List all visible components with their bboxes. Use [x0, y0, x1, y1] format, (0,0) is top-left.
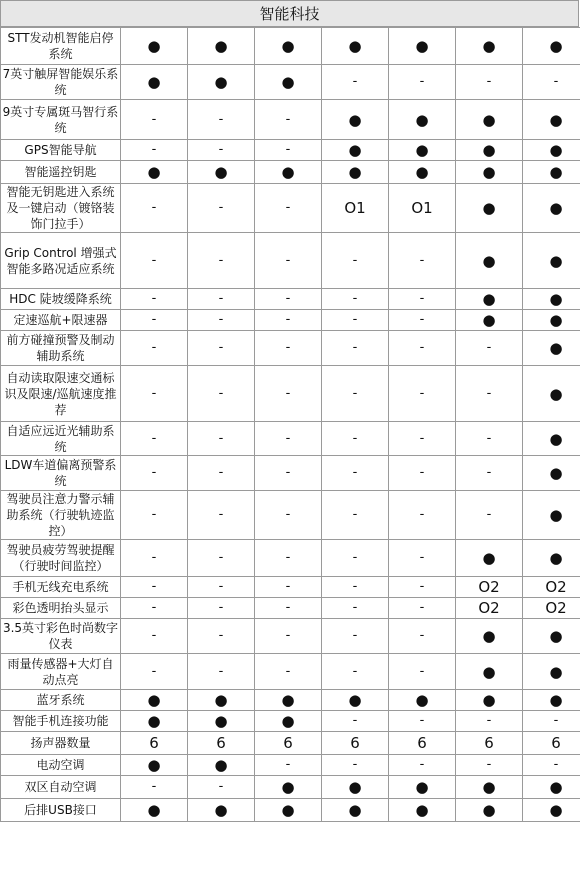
value-cell: ●: [523, 100, 580, 140]
value-cell: ●: [255, 28, 322, 65]
value-cell: -: [121, 184, 188, 233]
value-cell: -: [121, 422, 188, 456]
value-cell: 6: [121, 732, 188, 755]
value-cell: -: [456, 491, 523, 540]
value-cell: -: [389, 598, 456, 619]
value-cell: -: [322, 654, 389, 690]
value-cell: 6: [456, 732, 523, 755]
table-row: [1, 755, 580, 776]
value-cell: ●: [389, 799, 456, 822]
value-cell: -: [456, 366, 523, 422]
value-cell: -: [389, 366, 456, 422]
value-cell: ●: [523, 331, 580, 366]
value-cell: 6: [523, 732, 580, 755]
table-row: [1, 366, 580, 422]
value-cell: 6: [322, 732, 389, 755]
value-cell: -: [322, 456, 389, 491]
value-cell: ●: [255, 799, 322, 822]
value-cell: -: [389, 422, 456, 456]
table-row: [1, 310, 580, 331]
value-cell: ●: [456, 28, 523, 65]
value-cell: -: [523, 711, 580, 732]
value-cell: -: [255, 422, 322, 456]
value-cell: O2: [523, 598, 580, 619]
value-cell: ●: [523, 456, 580, 491]
value-cell: -: [389, 654, 456, 690]
value-cell: -: [121, 619, 188, 654]
value-cell: -: [255, 598, 322, 619]
value-cell: -: [121, 654, 188, 690]
value-cell: ●: [456, 690, 523, 711]
value-cell: -: [322, 711, 389, 732]
table-row: [1, 732, 580, 755]
value-cell: -: [322, 65, 389, 100]
value-cell: -: [188, 140, 255, 161]
value-cell: -: [322, 289, 389, 310]
value-cell: ●: [523, 619, 580, 654]
value-cell: ●: [121, 161, 188, 184]
value-cell: ●: [456, 161, 523, 184]
value-cell: ●: [456, 184, 523, 233]
value-cell: -: [389, 289, 456, 310]
value-cell: ●: [523, 422, 580, 456]
value-cell: -: [255, 619, 322, 654]
value-cell: -: [322, 366, 389, 422]
table-row: [1, 711, 580, 732]
value-cell: ●: [188, 711, 255, 732]
feature-label: 双区自动空调: [1, 776, 121, 799]
value-cell: -: [121, 540, 188, 577]
value-cell: -: [322, 540, 389, 577]
table-row: [1, 540, 580, 577]
value-cell: -: [255, 140, 322, 161]
section-title: 智能科技: [0, 0, 579, 27]
value-cell: ●: [188, 755, 255, 776]
value-cell: -: [322, 233, 389, 289]
value-cell: ●: [523, 540, 580, 577]
value-cell: -: [456, 65, 523, 100]
value-cell: ●: [121, 711, 188, 732]
feature-label: 智能手机连接功能: [1, 711, 121, 732]
value-cell: ●: [389, 776, 456, 799]
value-cell: ●: [389, 100, 456, 140]
feature-label: 彩色透明抬头显示: [1, 598, 121, 619]
value-cell: ●: [523, 366, 580, 422]
value-cell: -: [255, 331, 322, 366]
value-cell: O2: [456, 577, 523, 598]
feature-label: 驾驶员注意力警示辅助系统（行驶轨迹监控）: [1, 491, 121, 540]
feature-label: 3.5英寸彩色时尚数字仪表: [1, 619, 121, 654]
value-cell: -: [322, 331, 389, 366]
value-cell: -: [255, 577, 322, 598]
value-cell: -: [322, 422, 389, 456]
table-row: [1, 289, 580, 310]
value-cell: -: [456, 331, 523, 366]
table-row: [1, 577, 580, 598]
value-cell: ●: [255, 161, 322, 184]
value-cell: -: [389, 711, 456, 732]
value-cell: ●: [255, 65, 322, 100]
feature-label: 自适应远近光辅助系统: [1, 422, 121, 456]
table-row: [1, 619, 580, 654]
value-cell: -: [389, 233, 456, 289]
value-cell: ●: [121, 28, 188, 65]
value-cell: -: [188, 456, 255, 491]
value-cell: ●: [456, 289, 523, 310]
value-cell: ●: [456, 100, 523, 140]
feature-label: 定速巡航+限速器: [1, 310, 121, 331]
value-cell: -: [188, 619, 255, 654]
value-cell: -: [188, 184, 255, 233]
value-cell: ●: [456, 310, 523, 331]
value-cell: ●: [121, 755, 188, 776]
table-row: [1, 28, 580, 65]
value-cell: ●: [456, 540, 523, 577]
value-cell: -: [188, 310, 255, 331]
feature-label: 蓝牙系统: [1, 690, 121, 711]
feature-label: 7英寸触屏智能娱乐系统: [1, 65, 121, 100]
feature-label: 驾驶员疲劳驾驶提醒（行驶时间监控）: [1, 540, 121, 577]
table-row: [1, 140, 580, 161]
value-cell: -: [255, 540, 322, 577]
value-cell: ●: [389, 28, 456, 65]
spec-table: [0, 27, 580, 822]
value-cell: -: [523, 65, 580, 100]
value-cell: -: [389, 577, 456, 598]
value-cell: ●: [121, 799, 188, 822]
value-cell: O1: [389, 184, 456, 233]
value-cell: -: [389, 456, 456, 491]
value-cell: ●: [456, 140, 523, 161]
value-cell: ●: [121, 690, 188, 711]
value-cell: -: [188, 540, 255, 577]
value-cell: -: [121, 140, 188, 161]
value-cell: ●: [456, 619, 523, 654]
value-cell: ●: [389, 161, 456, 184]
value-cell: -: [121, 577, 188, 598]
feature-label: 自动读取限速交通标识及限速/巡航速度推荐: [1, 366, 121, 422]
value-cell: -: [255, 184, 322, 233]
value-cell: -: [322, 577, 389, 598]
value-cell: -: [255, 755, 322, 776]
value-cell: -: [121, 289, 188, 310]
value-cell: -: [322, 619, 389, 654]
value-cell: -: [121, 456, 188, 491]
value-cell: -: [188, 776, 255, 799]
value-cell: ●: [523, 654, 580, 690]
value-cell: -: [255, 310, 322, 331]
value-cell: 6: [389, 732, 456, 755]
value-cell: ●: [456, 233, 523, 289]
value-cell: -: [121, 598, 188, 619]
table-row: [1, 233, 580, 289]
table-row: [1, 161, 580, 184]
value-cell: O1: [322, 184, 389, 233]
value-cell: ●: [322, 100, 389, 140]
table-row: [1, 331, 580, 366]
value-cell: 6: [188, 732, 255, 755]
value-cell: ●: [523, 776, 580, 799]
value-cell: -: [523, 755, 580, 776]
value-cell: -: [322, 755, 389, 776]
value-cell: ●: [322, 140, 389, 161]
value-cell: -: [121, 100, 188, 140]
value-cell: ●: [523, 28, 580, 65]
value-cell: ●: [255, 690, 322, 711]
value-cell: -: [389, 619, 456, 654]
value-cell: ●: [188, 161, 255, 184]
value-cell: -: [121, 776, 188, 799]
value-cell: ●: [322, 690, 389, 711]
value-cell: ●: [188, 28, 255, 65]
value-cell: -: [188, 491, 255, 540]
value-cell: -: [389, 491, 456, 540]
value-cell: -: [322, 598, 389, 619]
feature-label: 智能遥控钥匙: [1, 161, 121, 184]
value-cell: -: [188, 233, 255, 289]
value-cell: ●: [523, 310, 580, 331]
table-row: [1, 799, 580, 822]
value-cell: -: [121, 233, 188, 289]
value-cell: -: [456, 755, 523, 776]
feature-label: HDC 陡坡缓降系统: [1, 289, 121, 310]
table-row: [1, 776, 580, 799]
value-cell: -: [389, 755, 456, 776]
feature-label: 扬声器数量: [1, 732, 121, 755]
value-cell: -: [121, 491, 188, 540]
feature-label: 前方碰撞预警及制动辅助系统: [1, 331, 121, 366]
feature-label: 手机无线充电系统: [1, 577, 121, 598]
value-cell: 6: [255, 732, 322, 755]
value-cell: ●: [523, 184, 580, 233]
value-cell: -: [389, 331, 456, 366]
feature-label: 电动空调: [1, 755, 121, 776]
feature-label: Grip Control 增强式智能多路况适应系统: [1, 233, 121, 289]
table-row: [1, 65, 580, 100]
value-cell: O2: [523, 577, 580, 598]
value-cell: -: [188, 100, 255, 140]
value-cell: -: [121, 366, 188, 422]
value-cell: ●: [322, 161, 389, 184]
value-cell: -: [188, 289, 255, 310]
value-cell: -: [121, 310, 188, 331]
value-cell: -: [322, 310, 389, 331]
table-row: [1, 491, 580, 540]
feature-label: 后排USB接口: [1, 799, 121, 822]
table-row: [1, 690, 580, 711]
value-cell: ●: [188, 799, 255, 822]
value-cell: ●: [255, 711, 322, 732]
value-cell: -: [456, 456, 523, 491]
value-cell: -: [188, 366, 255, 422]
value-cell: -: [255, 456, 322, 491]
value-cell: ●: [255, 776, 322, 799]
value-cell: ●: [322, 776, 389, 799]
value-cell: ●: [121, 65, 188, 100]
value-cell: -: [322, 491, 389, 540]
feature-label: LDW车道偏离预警系统: [1, 456, 121, 491]
value-cell: -: [255, 654, 322, 690]
value-cell: ●: [523, 140, 580, 161]
feature-label: 9英寸专属斑马智行系统: [1, 100, 121, 140]
feature-label: 雨量传感器+大灯自动点亮: [1, 654, 121, 690]
spec-table-body: [1, 28, 580, 822]
table-row: [1, 598, 580, 619]
feature-label: GPS智能导航: [1, 140, 121, 161]
value-cell: -: [255, 366, 322, 422]
value-cell: -: [389, 310, 456, 331]
value-cell: -: [188, 598, 255, 619]
value-cell: ●: [523, 690, 580, 711]
value-cell: ●: [188, 65, 255, 100]
value-cell: -: [255, 233, 322, 289]
value-cell: -: [121, 331, 188, 366]
value-cell: -: [255, 491, 322, 540]
value-cell: ●: [322, 28, 389, 65]
value-cell: ●: [523, 799, 580, 822]
table-row: [1, 654, 580, 690]
value-cell: ●: [523, 161, 580, 184]
value-cell: -: [188, 577, 255, 598]
value-cell: ●: [523, 491, 580, 540]
table-row: [1, 100, 580, 140]
feature-label: STT发动机智能启停系统: [1, 28, 121, 65]
table-row: [1, 422, 580, 456]
value-cell: -: [188, 654, 255, 690]
table-row: [1, 456, 580, 491]
value-cell: ●: [322, 799, 389, 822]
value-cell: -: [456, 711, 523, 732]
value-cell: -: [389, 540, 456, 577]
value-cell: -: [456, 422, 523, 456]
value-cell: ●: [389, 140, 456, 161]
value-cell: ●: [523, 233, 580, 289]
value-cell: ●: [523, 289, 580, 310]
table-row: [1, 184, 580, 233]
value-cell: -: [188, 422, 255, 456]
value-cell: -: [389, 65, 456, 100]
value-cell: ●: [188, 690, 255, 711]
value-cell: ●: [456, 799, 523, 822]
value-cell: -: [255, 100, 322, 140]
value-cell: ●: [389, 690, 456, 711]
value-cell: O2: [456, 598, 523, 619]
value-cell: ●: [456, 654, 523, 690]
value-cell: -: [255, 289, 322, 310]
value-cell: -: [188, 331, 255, 366]
feature-label: 智能无钥匙进入系统及一键启动（镀铬装饰门拉手）: [1, 184, 121, 233]
value-cell: ●: [456, 776, 523, 799]
